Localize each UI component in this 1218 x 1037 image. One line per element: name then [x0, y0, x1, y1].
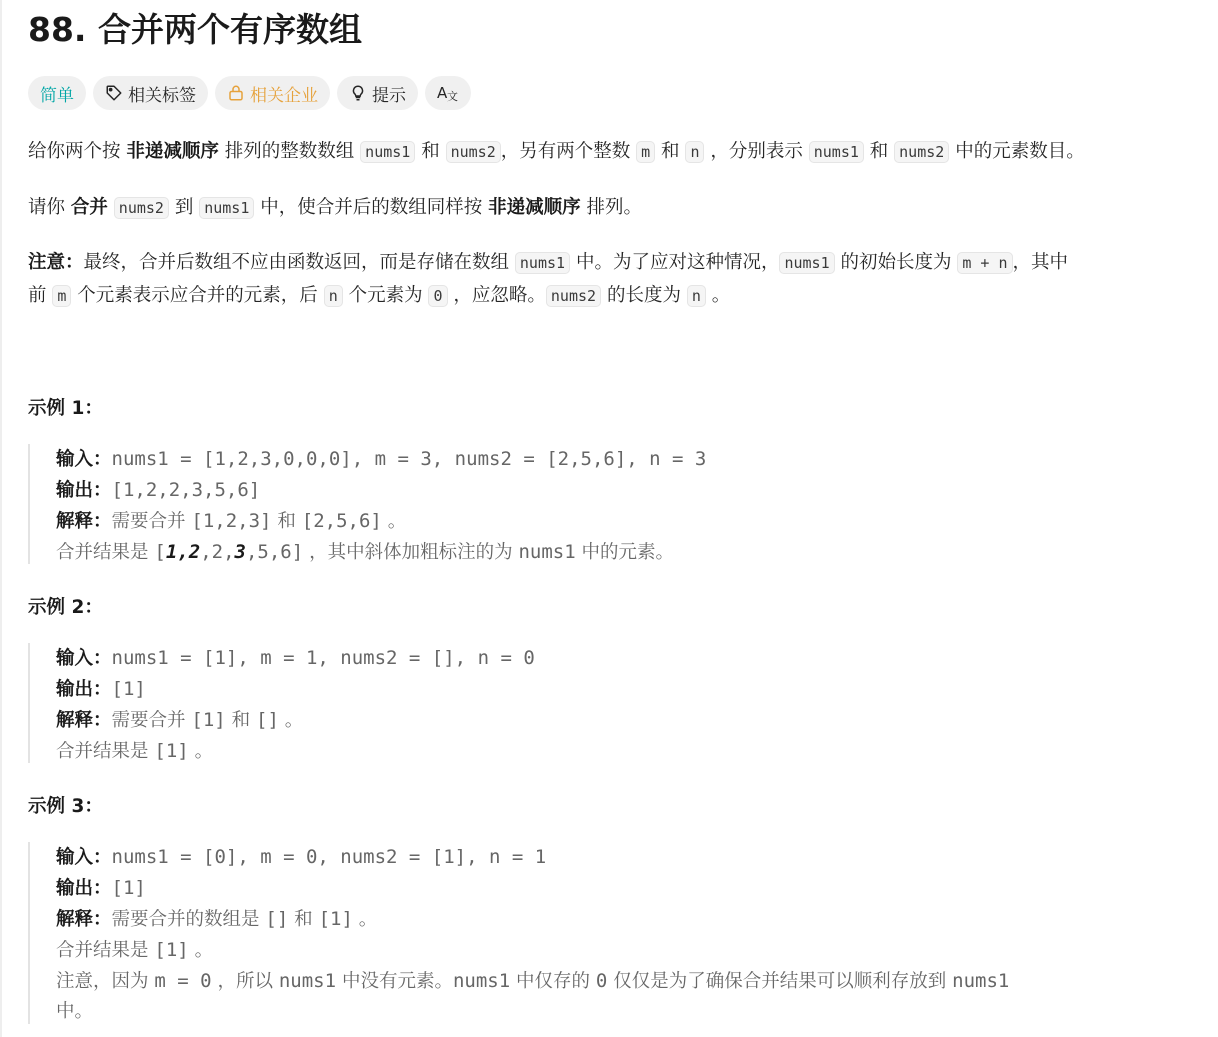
text-segment: m: [636, 141, 655, 163]
text-segment: [108, 197, 114, 218]
related-tags-label: 相关标签: [128, 85, 196, 106]
description-paragraph-1: [28, 135, 1085, 169]
text-segment: m: [52, 285, 71, 307]
lock-icon: [227, 84, 245, 102]
text-segment: [: [154, 541, 166, 563]
text-segment: 请你: [28, 197, 71, 218]
text-segment: 2: [188, 541, 201, 563]
text-segment: nums1: [452, 970, 511, 992]
example-3-title: 示例 3：: [28, 796, 103, 817]
text-segment: nums1: [809, 141, 864, 163]
text-segment: n: [687, 285, 706, 307]
example-3-block: [28, 842, 1009, 1024]
tag-icon: [105, 84, 123, 102]
text-segment: 解释：: [56, 511, 112, 532]
text-segment: 个元素为: [342, 285, 429, 306]
text-segment: nums1: [515, 252, 570, 274]
text-segment: nums1: [518, 541, 576, 563]
text-segment: 和: [863, 141, 895, 162]
text-segment: 解释：: [56, 909, 112, 930]
example-line: [56, 475, 706, 506]
text-segment: 和: [655, 141, 686, 162]
text-segment: ，其中: [1012, 252, 1069, 273]
text-segment: nums1: [779, 252, 834, 274]
text-segment: 0: [428, 285, 447, 307]
difficulty-label: 简单: [40, 85, 74, 106]
text-segment: ，所以: [211, 971, 279, 992]
text-segment: 合并结果是: [56, 940, 155, 961]
example-line: [56, 643, 535, 674]
text-segment: ，其中斜体加粗标注的为: [303, 542, 519, 563]
text-segment: nums1: [952, 970, 1010, 992]
text-segment: 注意，因为: [56, 971, 155, 992]
text-segment: nums1: [199, 197, 254, 219]
related-tags-button[interactable]: [93, 76, 208, 110]
text-segment: []: [265, 908, 289, 930]
text-segment: 前: [28, 285, 53, 306]
text-segment: 注意：: [28, 252, 84, 273]
text-segment: 和: [288, 909, 319, 930]
text-segment: 合并: [70, 197, 108, 218]
text-segment: ，另有两个整数: [500, 141, 637, 162]
text-segment: [1]: [154, 939, 189, 961]
text-segment: 3: [234, 541, 246, 563]
related-companies-label: 相关企业: [250, 85, 318, 106]
text-segment: 需要合并: [111, 511, 192, 532]
translate-icon: [436, 83, 460, 103]
text-segment: [1]: [111, 877, 146, 899]
text-segment: 中。: [56, 1001, 94, 1022]
text-segment: 解释：: [56, 710, 112, 731]
text-segment: 。: [188, 741, 214, 762]
text-segment: ,2,: [200, 541, 235, 563]
text-segment: 需要合并的数组是: [111, 909, 266, 930]
example-line: [56, 966, 1009, 997]
text-segment: nums2: [546, 285, 601, 307]
text-segment: nums1: [278, 970, 337, 992]
text-segment: nums1: [360, 141, 415, 163]
text-segment: 中。为了应对这种情况，: [570, 252, 780, 273]
text-segment: 中的元素数目。: [949, 141, 1085, 162]
text-segment: 到: [168, 197, 200, 218]
text-segment: 非递减顺序: [488, 197, 581, 218]
text-segment: 。: [381, 511, 407, 532]
text-segment: ,: [177, 541, 189, 563]
text-segment: 和: [271, 511, 302, 532]
text-segment: 中，使合并后的数组同样按: [254, 197, 489, 218]
text-segment: 输出：: [56, 679, 112, 700]
example-1-block: [28, 444, 706, 564]
text-segment: [2,5,6]: [301, 510, 382, 532]
text-segment: m = 0: [154, 970, 212, 992]
text-segment: 。: [352, 909, 378, 930]
svg-text:A: A: [437, 84, 448, 102]
text-segment: 最终，合并后数组不应由函数返回，而是存储在数组: [83, 252, 515, 273]
text-segment: [1,2,2,3,5,6]: [111, 479, 261, 501]
example-line: [56, 444, 706, 475]
related-companies-button[interactable]: [215, 76, 330, 110]
text-segment: ，分别表示: [704, 141, 809, 162]
text-segment: 需要合并: [111, 710, 192, 731]
text-segment: nums1 = [0], m = 0, nums2 = [1], n = 1: [111, 846, 547, 868]
text-segment: nums2: [114, 197, 169, 219]
text-segment: 中的元素。: [575, 542, 675, 563]
example-2-title: 示例 2：: [28, 597, 103, 618]
example-line: [56, 736, 535, 767]
text-segment: 。: [188, 940, 214, 961]
text-segment: 排列。: [580, 197, 643, 218]
example-line: [56, 935, 1009, 966]
example-line: [56, 537, 706, 568]
text-segment: 1: [165, 541, 178, 563]
description-paragraph-2: [28, 191, 642, 225]
example-line: [56, 842, 1009, 873]
text-segment: 输入：: [56, 847, 112, 868]
text-segment: [1]: [191, 709, 226, 731]
text-segment: 给你两个按: [28, 141, 127, 162]
text-segment: 和: [415, 141, 446, 162]
description-paragraph-3: [28, 246, 1068, 280]
translate-button[interactable]: [425, 76, 471, 110]
example-line: [56, 873, 1009, 904]
lightbulb-icon: [349, 84, 367, 102]
text-segment: 合并结果是: [56, 542, 155, 563]
problem-title: 88. 合并两个有序数组: [28, 10, 362, 49]
text-segment: nums2: [894, 141, 949, 163]
text-segment: 和: [225, 710, 256, 731]
text-segment: nums1 = [1], m = 1, nums2 = [], n = 0: [111, 647, 535, 669]
text-segment: 。: [278, 710, 304, 731]
hint-button[interactable]: [337, 76, 418, 110]
example-line: [56, 674, 535, 705]
text-segment: []: [256, 709, 279, 731]
text-segment: [1]: [154, 740, 189, 762]
text-segment: 中没有元素。: [336, 971, 453, 992]
example-2-block: [28, 643, 535, 763]
text-segment: nums1 = [1,2,3,0,0,0], m = 3, nums2 = [2,5,6], n = 3: [111, 448, 707, 470]
text-segment: 输出：: [56, 878, 112, 899]
text-segment: n: [324, 285, 343, 307]
text-segment: [1,2,3]: [191, 510, 272, 532]
example-1-title: 示例 1：: [28, 398, 103, 419]
text-segment: 中仅存的: [510, 971, 596, 992]
text-segment: [1]: [318, 908, 353, 930]
text-segment: 输入：: [56, 449, 112, 470]
text-segment: 的长度为: [601, 285, 687, 306]
text-segment: 0: [595, 970, 608, 992]
text-segment: ，应忽略。: [447, 285, 546, 306]
left-border: [0, 0, 2, 1037]
text-segment: 仅仅是为了确保合并结果可以顺利存放到: [607, 971, 953, 992]
example-line: [56, 705, 535, 736]
text-segment: m + n: [957, 252, 1012, 274]
example-line: [56, 904, 1009, 935]
text-segment: 合并结果是: [56, 741, 155, 762]
text-segment: 的初始长度为: [834, 252, 958, 273]
example-line: [56, 506, 706, 537]
difficulty-badge[interactable]: [28, 76, 86, 110]
hint-label: 提示: [372, 85, 406, 106]
text-segment: 排列的整数数组: [218, 141, 361, 162]
text-segment: 输入：: [56, 648, 112, 669]
text-segment: 。: [705, 285, 731, 306]
text-segment: 非递减顺序: [126, 141, 219, 162]
description-paragraph-3-cont: [28, 279, 730, 313]
svg-text:文: 文: [447, 90, 458, 103]
text-segment: nums2: [446, 141, 501, 163]
tag-bar: [28, 76, 471, 110]
text-segment: 输出：: [56, 480, 112, 501]
example-line: [56, 997, 1009, 1027]
text-segment: n: [685, 141, 704, 163]
text-segment: 个元素表示应合并的元素，后: [71, 285, 324, 306]
text-segment: [1]: [111, 678, 146, 700]
text-segment: ,5,6]: [245, 541, 304, 563]
